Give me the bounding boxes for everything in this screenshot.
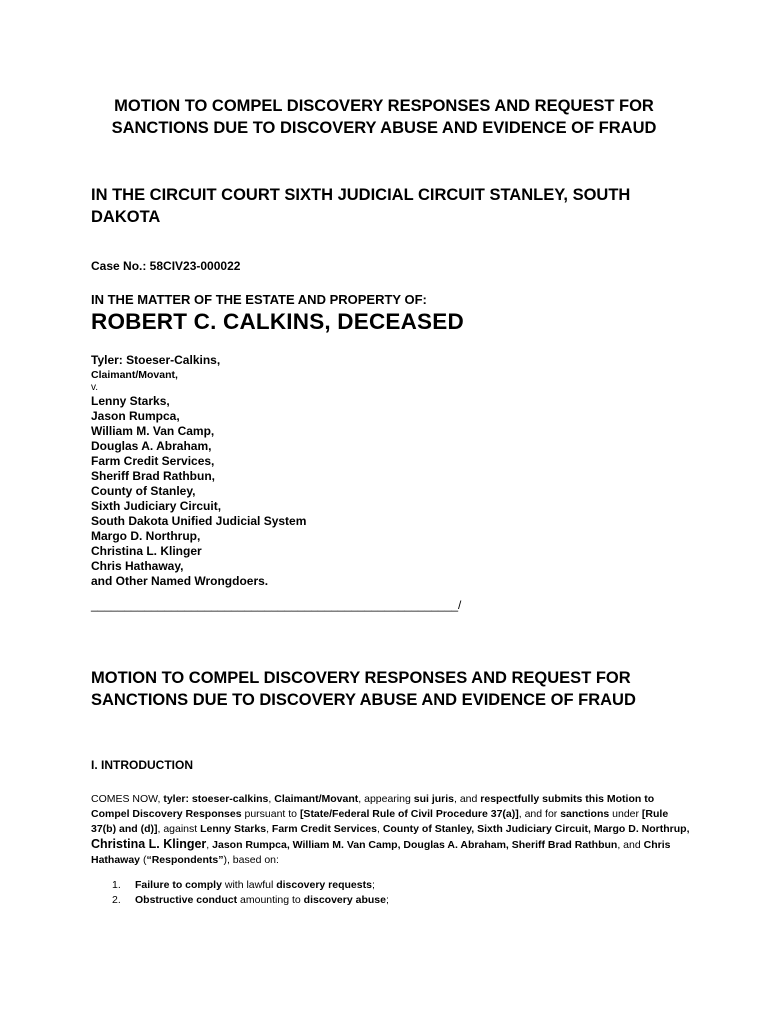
court-line-1: IN THE CIRCUIT COURT SIXTH JUDICIAL CIRCUIT STANLEY, SOUTH <box>91 186 631 204</box>
motion-heading-line-1: MOTION TO COMPEL DISCOVERY RESPONSES AND REQUEST FOR <box>91 669 631 687</box>
intro-respondent: Chris Hathaway <box>91 839 671 866</box>
intro-text: , <box>268 793 275 805</box>
signature-rule: _______________________________________________________/ <box>91 598 462 612</box>
respondent-item: Christina L. Klinger <box>91 544 202 558</box>
respondent-item: South Dakota Unified Judicial System <box>91 514 307 528</box>
claimant-role: Claimant/Movant, <box>91 369 178 381</box>
list-number: 1. <box>112 879 121 891</box>
intro-text: COMES NOW, <box>91 793 164 805</box>
list-item-key: Failure to comply <box>135 879 222 891</box>
intro-respondent: County of Stanley, Sixth Judiciary Circuit, Margo D. Northrup, <box>382 823 690 835</box>
motion-heading-line-2: SANCTIONS DUE TO DISCOVERY ABUSE AND EVIDENCE OF FRAUD <box>91 691 636 709</box>
list-item-key: discovery abuse <box>303 894 386 906</box>
intro-respondent: Christina L. Klinger <box>91 837 207 851</box>
intro-respondent: Farm Credit Services <box>271 823 377 835</box>
list-item-text: ; <box>371 879 375 891</box>
intro-movant-name: tyler: stoeser-calkins <box>163 793 269 805</box>
intro-rule-37bd: [Rule 37(b) and (d)] <box>91 808 669 835</box>
matter-caption: IN THE MATTER OF THE ESTATE AND PROPERTY OF: <box>91 292 427 307</box>
introduction-paragraph <box>91 792 691 868</box>
intro-respondent: Jason Rumpca, William M. Van Camp, Douglas A. Abraham, Sheriff Brad Rathbun <box>212 839 618 851</box>
introduction-heading: I. INTRODUCTION <box>91 758 193 772</box>
list-item <box>112 893 389 908</box>
intro-rule-37a: [State/Federal Rule of Civil Procedure 37(a)] <box>299 808 519 820</box>
versus-label: v. <box>91 382 99 393</box>
intro-text: , and <box>617 839 644 851</box>
list-number: 2. <box>112 894 121 906</box>
title-line-2: SANCTIONS DUE TO DISCOVERY ABUSE AND EVIDENCE OF FRAUD <box>111 119 657 137</box>
list-item-text: with lawful <box>221 879 277 891</box>
party-list <box>91 353 306 589</box>
respondent-item: County of Stanley, <box>91 484 196 498</box>
intro-text: ), based on: <box>223 854 279 866</box>
respondent-item: Jason Rumpca, <box>91 409 180 423</box>
document-title <box>60 95 708 139</box>
respondent-item: Farm Credit Services, <box>91 454 215 468</box>
intro-text: ( <box>140 854 147 866</box>
intro-text: , appearing <box>358 793 414 805</box>
claimant-name: Tyler: Stoeser-Calkins, <box>91 353 221 367</box>
intro-text: , <box>266 823 272 835</box>
intro-respondents-term: “Respondents” <box>146 854 224 866</box>
court-line-2: DAKOTA <box>91 208 161 226</box>
respondent-item: Chris Hathaway, <box>91 559 184 573</box>
respondent-item: Lenny Starks, <box>91 394 170 408</box>
deceased-name: ROBERT C. CALKINS, DECEASED <box>91 309 464 334</box>
list-item-key: discovery requests <box>276 879 372 891</box>
motion-heading <box>91 667 711 711</box>
intro-text: , <box>376 823 383 835</box>
intro-text: , against <box>157 823 201 835</box>
intro-sanctions: sanctions <box>560 808 610 820</box>
list-item-text: amounting to <box>237 894 304 906</box>
title-line-1: MOTION TO COMPEL DISCOVERY RESPONSES AND REQUEST FOR <box>114 97 654 115</box>
list-item-text: ; <box>385 894 389 906</box>
grounds-list <box>112 878 389 908</box>
respondent-item: Sixth Judiciary Circuit, <box>91 499 222 513</box>
intro-respondent: Lenny Starks <box>200 823 267 835</box>
intro-sui-juris: sui juris <box>413 793 454 805</box>
intro-text: under <box>609 808 642 820</box>
intro-submission: respectfully submits this Motion to Compel Discovery Responses <box>91 793 655 820</box>
list-item <box>112 878 389 893</box>
respondent-item: William M. Van Camp, <box>91 424 215 438</box>
intro-text: , and <box>454 793 481 805</box>
intro-text: pursuant to <box>241 808 300 820</box>
respondent-item: Douglas A. Abraham, <box>91 439 212 453</box>
case-number: Case No.: 58CIV23-000022 <box>91 259 241 273</box>
respondent-item: and Other Named Wrongdoers. <box>91 574 269 588</box>
intro-movant-role: Claimant/Movant <box>274 793 359 805</box>
list-item-key: Obstructive conduct <box>135 894 238 906</box>
court-heading <box>91 184 711 228</box>
respondent-item: Sheriff Brad Rathbun, <box>91 469 216 483</box>
intro-text: , <box>206 839 213 851</box>
respondent-item: Margo D. Northrup, <box>91 529 201 543</box>
intro-text: , and for <box>518 808 561 820</box>
